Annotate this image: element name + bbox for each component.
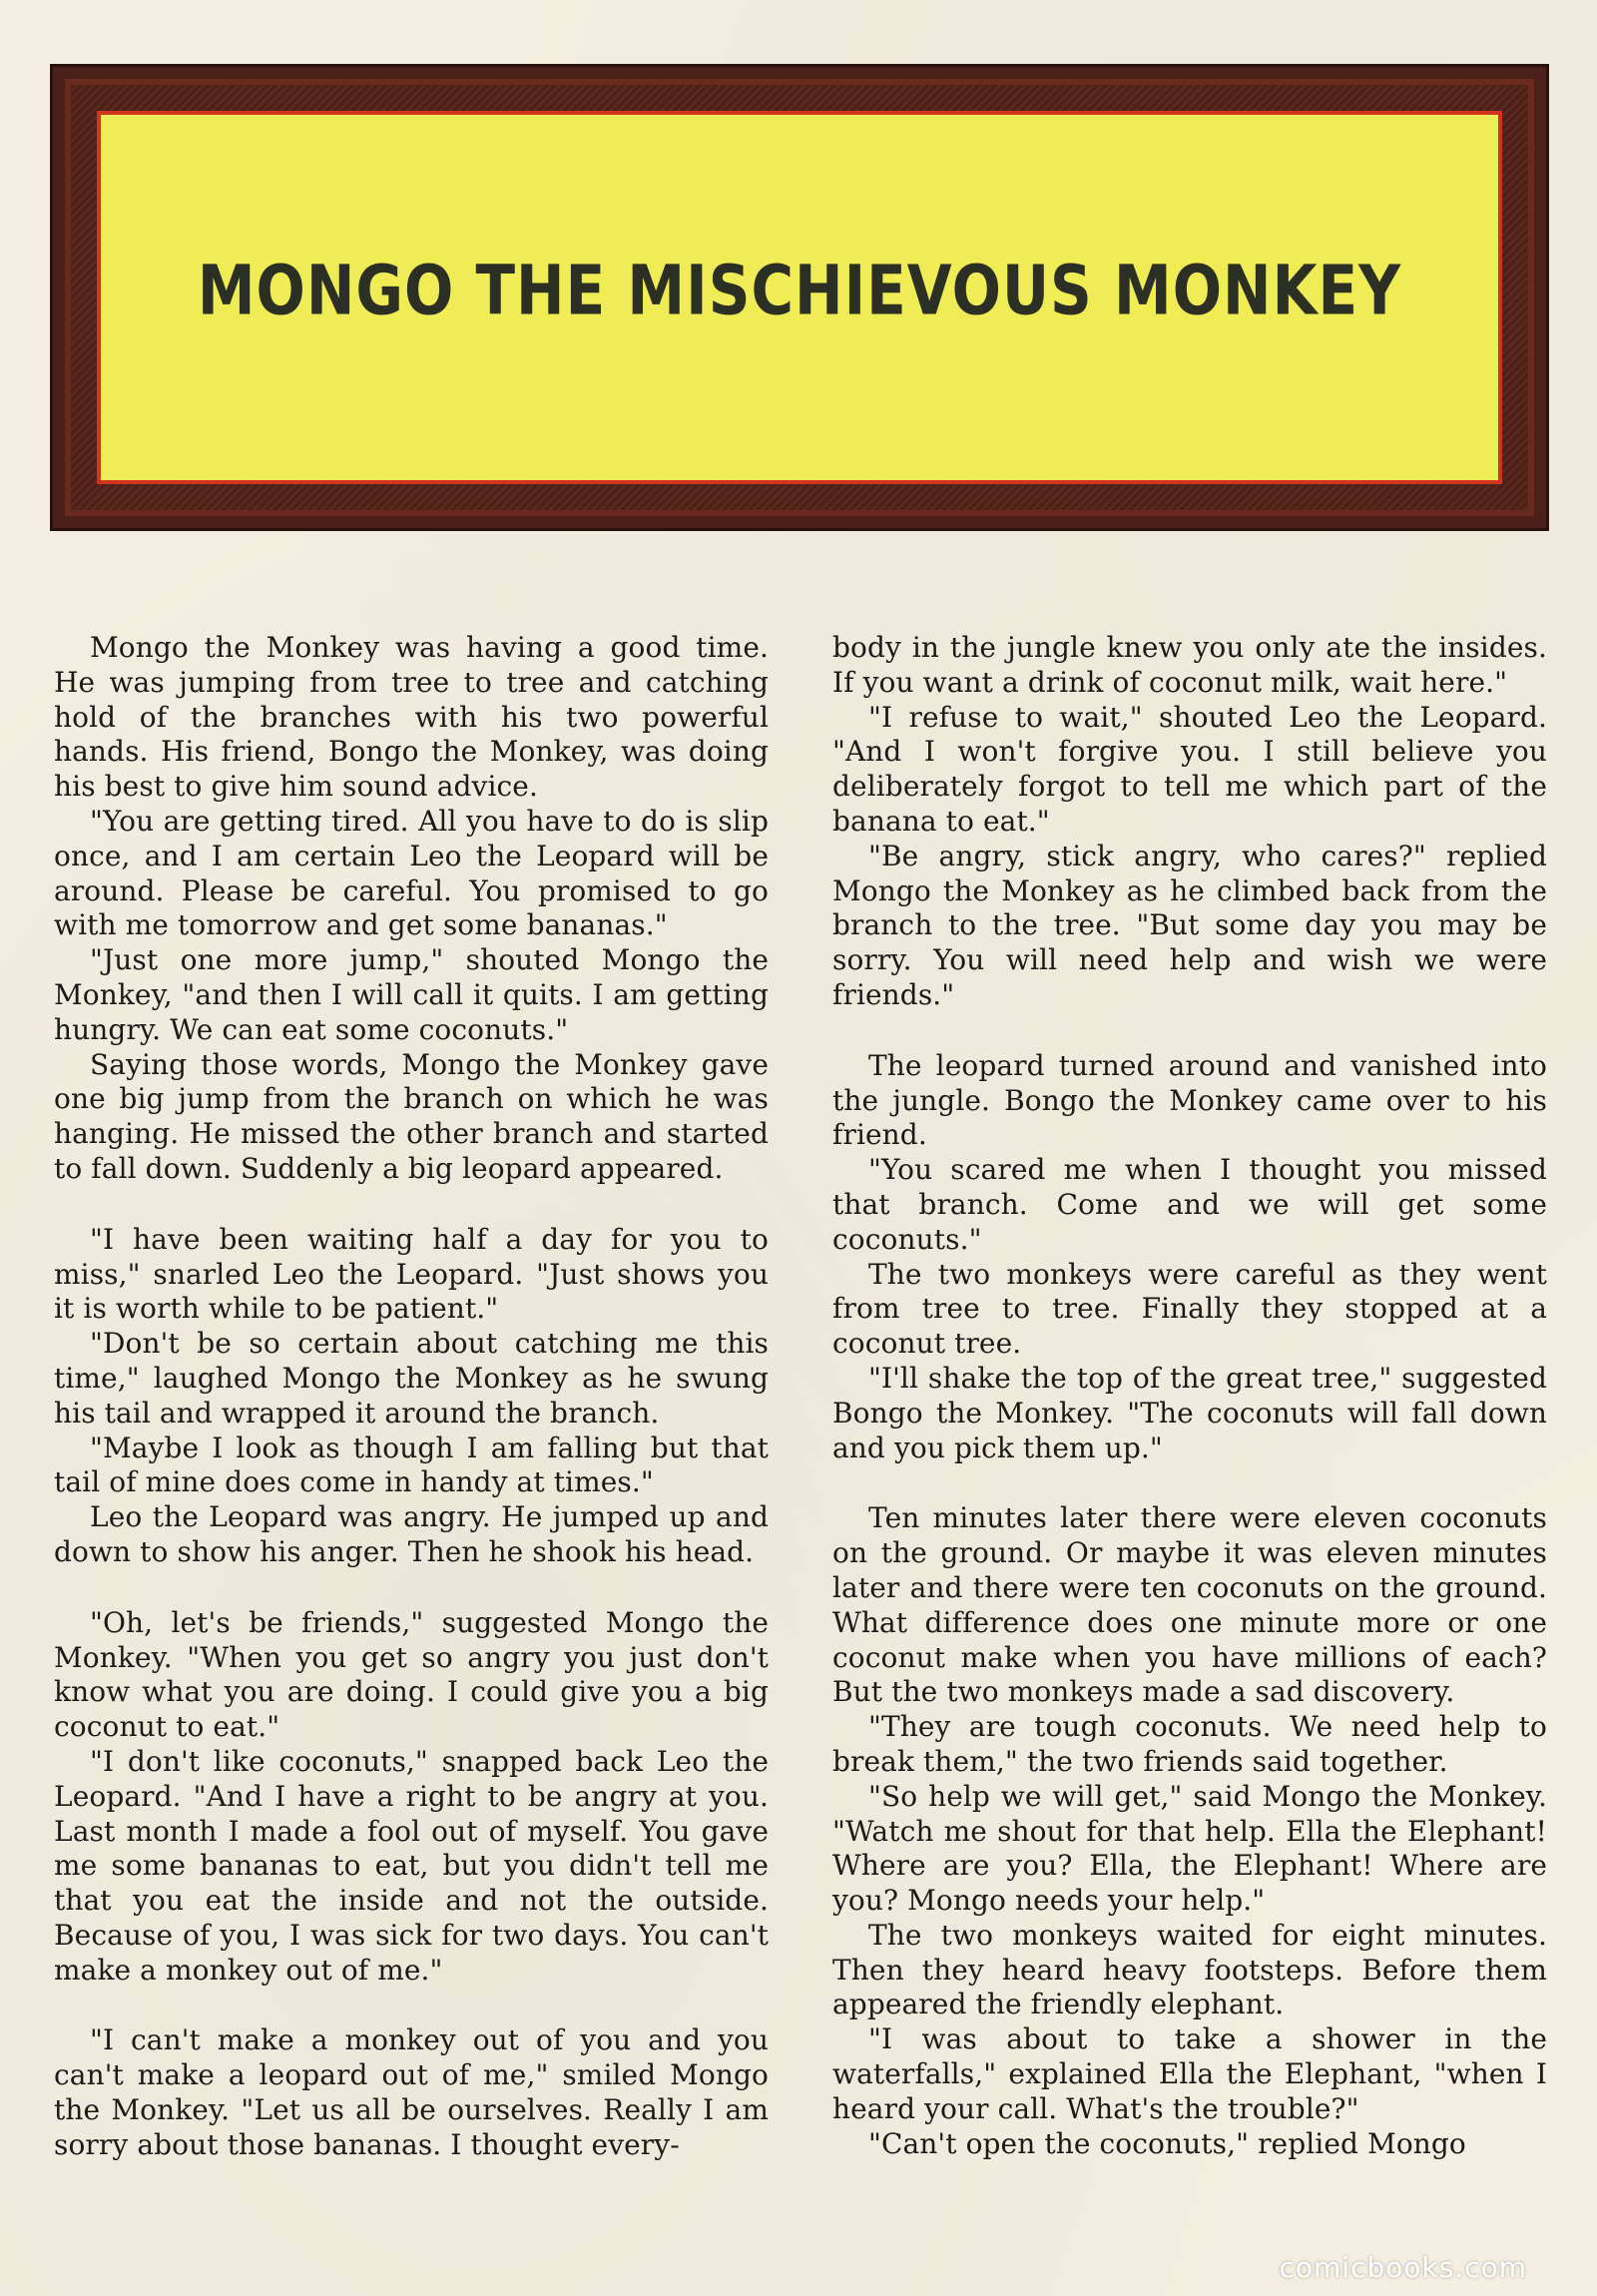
right-column	[832, 631, 1547, 2161]
story-body	[54, 631, 1547, 2248]
paragraph: Leo the Leopard was angry. He jumped up and down to show his anger. Then he shook his head.	[54, 1500, 769, 1568]
paragraph: The two monkeys waited for eight minutes. Then they heard heavy footsteps. Before them appeared the friendly elephant.	[832, 1918, 1547, 2021]
paragraph: "I'll shake the top of the great tree," suggested Bongo the Monkey. "The coconuts will fall down and you pick them up."	[832, 1361, 1547, 1464]
paragraph: Mongo the Monkey was having a good time. He was jumping from tree to tree and catching hold of the branches with his two powerful hands. His friend, Bongo the Monkey, was doing his best to give him sound advice.	[54, 631, 769, 804]
paragraph: Ten minutes later there were eleven coconuts on the ground. Or maybe it was eleven minutes later and there were ten coconuts on the ground. What difference does one minute more or one coconut make when you have millions of each? But the two monkeys made a sad discovery.	[832, 1501, 1547, 1709]
paragraph: "They are tough coconuts. We need help to break them," the two friends said together.	[832, 1710, 1547, 1778]
paragraph: "You scared me when I thought you missed that branch. Come and we will get some coconuts."	[832, 1153, 1547, 1256]
paragraph: Saying those words, Mongo the Monkey gave one big jump from the branch on which he was hanging. He missed the other branch and started to fall down. Suddenly a big leopard appeared.	[54, 1047, 769, 1185]
paragraph: body in the jungle knew you only ate the insides. If you want a drink of coconut milk, wait here."	[832, 631, 1547, 699]
paragraph: The leopard turned around and vanished into the jungle. Bongo the Monkey came over to his friend.	[832, 1048, 1547, 1152]
paragraph: "Oh, let's be friends," suggested Mongo the Monkey. "When you get so angry you just don't know what you are doing. I could give you a big coconut to eat."	[54, 1605, 769, 1744]
paragraph: "You are getting tired. All you have to do is slip once, and I am certain Leo the Leopard will be around. Please be careful. You promised to go with me tomorrow and get some bananas."	[54, 804, 769, 942]
paragraph: The two monkeys were careful as they went from tree to tree. Finally they stopped at a coconut tree.	[832, 1257, 1547, 1361]
paragraph: "I have been waiting half a day for you to miss," snarled Leo the Leopard. "Just shows you it is worth while to be patient."	[54, 1222, 769, 1326]
paragraph: "I can't make a monkey out of you and you can't make a leopard out of me," smiled Mongo the Monkey. "Let us all be ourselves. Really I am sorry about those bananas. I thought every-	[54, 2023, 769, 2161]
paragraph: "Can't open the coconuts," replied Mongo	[868, 2126, 1466, 2160]
left-column	[54, 631, 769, 2163]
title-banner-frame	[50, 64, 1549, 531]
watermark: comicbooks.com	[1279, 2251, 1527, 2284]
paragraph: "I was about to take a shower in the waterfalls," explained Ella the Elephant, "when I heard your call. What's the trouble?"	[832, 2022, 1547, 2125]
paragraph: "I refuse to wait," shouted Leo the Leopard. "And I won't forgive you. I still believe you deliberately forgot to tell me which part of the banana to eat."	[832, 700, 1547, 838]
paragraph: "Don't be so certain about catching me this time," laughed Mongo the Monkey as he swung his tail and wrapped it around the branch.	[54, 1327, 769, 1430]
paragraph: "Maybe I look as though I am falling but that tail of mine does come in handy at times."	[54, 1431, 769, 1499]
paragraph: "Just one more jump," shouted Mongo the Monkey, "and then I will call it quits. I am getting hungry. We can eat some coconuts."	[54, 943, 769, 1046]
paragraph: "Be angry, stick angry, who cares?" replied Mongo the Monkey as he climbed back from the branch to the tree. "But some day you may be sorry. You will need help and wish we were friends."	[832, 839, 1547, 1011]
paragraph: "So help we will get," said Mongo the Monkey. "Watch me shout for that help. Ella the Elephant! Where are you? Ella, the Elephant! Where are you? Mongo needs your help."	[832, 1779, 1547, 1918]
story-title: MONGO THE MISCHIEVOUS MONKEY	[197, 250, 1402, 331]
title-banner-panel	[97, 111, 1502, 484]
paragraph: "I don't like coconuts," snapped back Leo the Leopard. "And I have a right to be angry at you. Last month I made a fool out of myself. You gave me some bananas to eat, but you didn't tell me that you eat the inside and not the outside. Because of you, I was sick for two days. You can't make a monkey out of me."	[54, 1744, 769, 1987]
